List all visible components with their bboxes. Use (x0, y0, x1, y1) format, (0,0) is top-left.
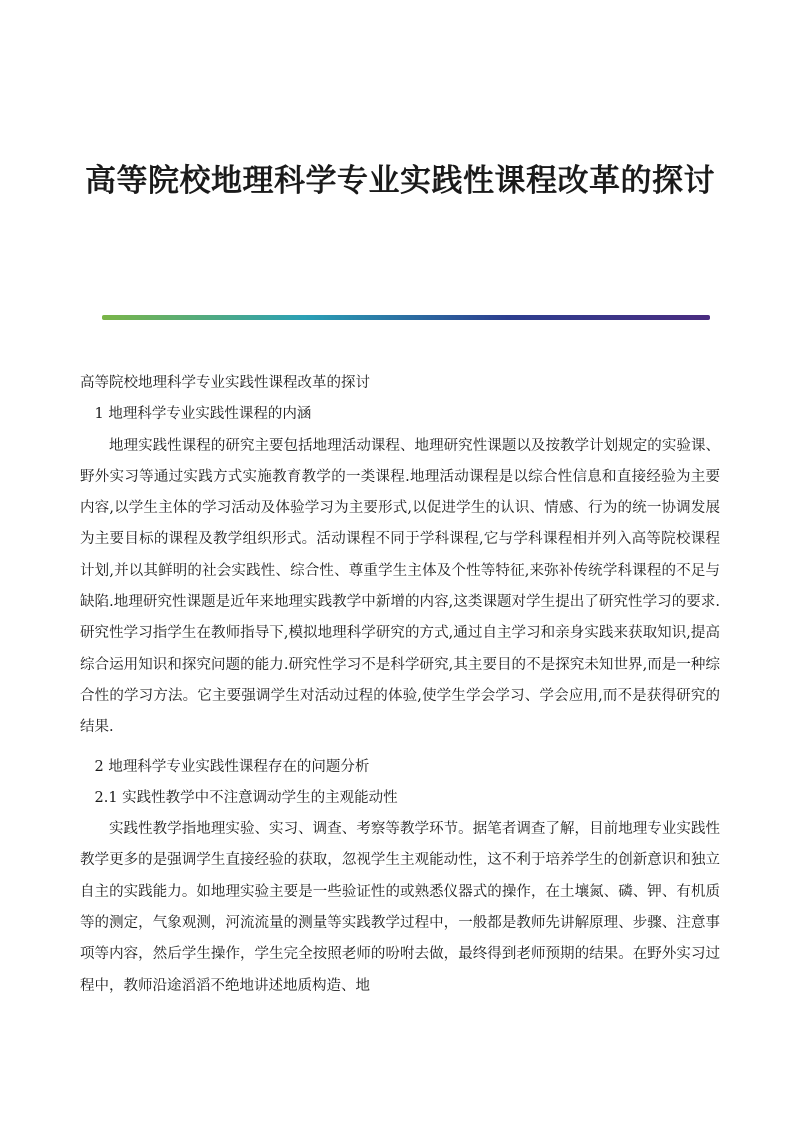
subsection-heading-2-1: 2.1 实践性教学中不注意调动学生的主观能动性 (94, 789, 398, 806)
section-heading-2: 2 地理科学专业实践性课程存在的问题分析 (94, 758, 370, 775)
paragraph-1: 地理实践性课程的研究主要包括地理活动课程、地理研究性课题以及按教学计划规定的实验课、野外实习等通过实践方式实施教育教学的一类课程.地理活动课程是以综合性信息和直接经验为主要内容,以学生主体的学习活动及体验学习为主要形式,以促进学生的认识、情感、行为的统一协调发展为主要目标的课程及教学组织形式。活动课程不同于学科课程,它与学科课程相并列入高等院校课程计划,并以其鲜明的社会实践性、综合性、尊重学生主体及个性等特征,来弥补传统学科课程的不足与缺陷.地理研究性课题是近年来地理实践教学中新增的内容,这类课题对学生提出了研究性学习的要求.研究性学习指学生在教师指导下,模拟地理科学研究的方式,通过自主学习和亲身实践来获取知识,提高综合运用知识和探究问题的能力.研究性学习不是科学研究,其主要目的不是探究未知世界,而是一种综合性的学习方法。它主要强调学生对活动过程的体验,使学生学会学习、学会应用,而不是获得研究的结果. (80, 437, 720, 736)
title-divider (102, 315, 710, 320)
document-body (80, 368, 720, 1002)
document-title: 高等院校地理科学专业实践性课程改革的探讨 (85, 163, 715, 199)
section-heading-1: 1 地理科学专业实践性课程的内涵 (94, 406, 312, 423)
subtitle-line: 高等院校地理科学专业实践性课程改革的探讨 (80, 375, 370, 391)
paragraph-2: 实践性教学指地理实验、实习、调查、考察等教学环节。据笔者调查了解，目前地理专业实践性教学更多的是强调学生直接经验的获取，忽视学生主观能动性，这不利于培养学生的创新意识和独立自主的实践能力。如地理实验主要是一些验证性的或熟悉仪器式的操作，在土壤氮、磷、钾、有机质等的测定，气象观测，河流流量的测量等实践教学过程中，一般都是教师先讲解原理、步骤、注意事项等内容，然后学生操作，学生完全按照老师的吩咐去做，最终得到老师预期的结果。在野外实习过程中，教师沿途滔滔不绝地讲述地质构造、地 (80, 821, 720, 994)
